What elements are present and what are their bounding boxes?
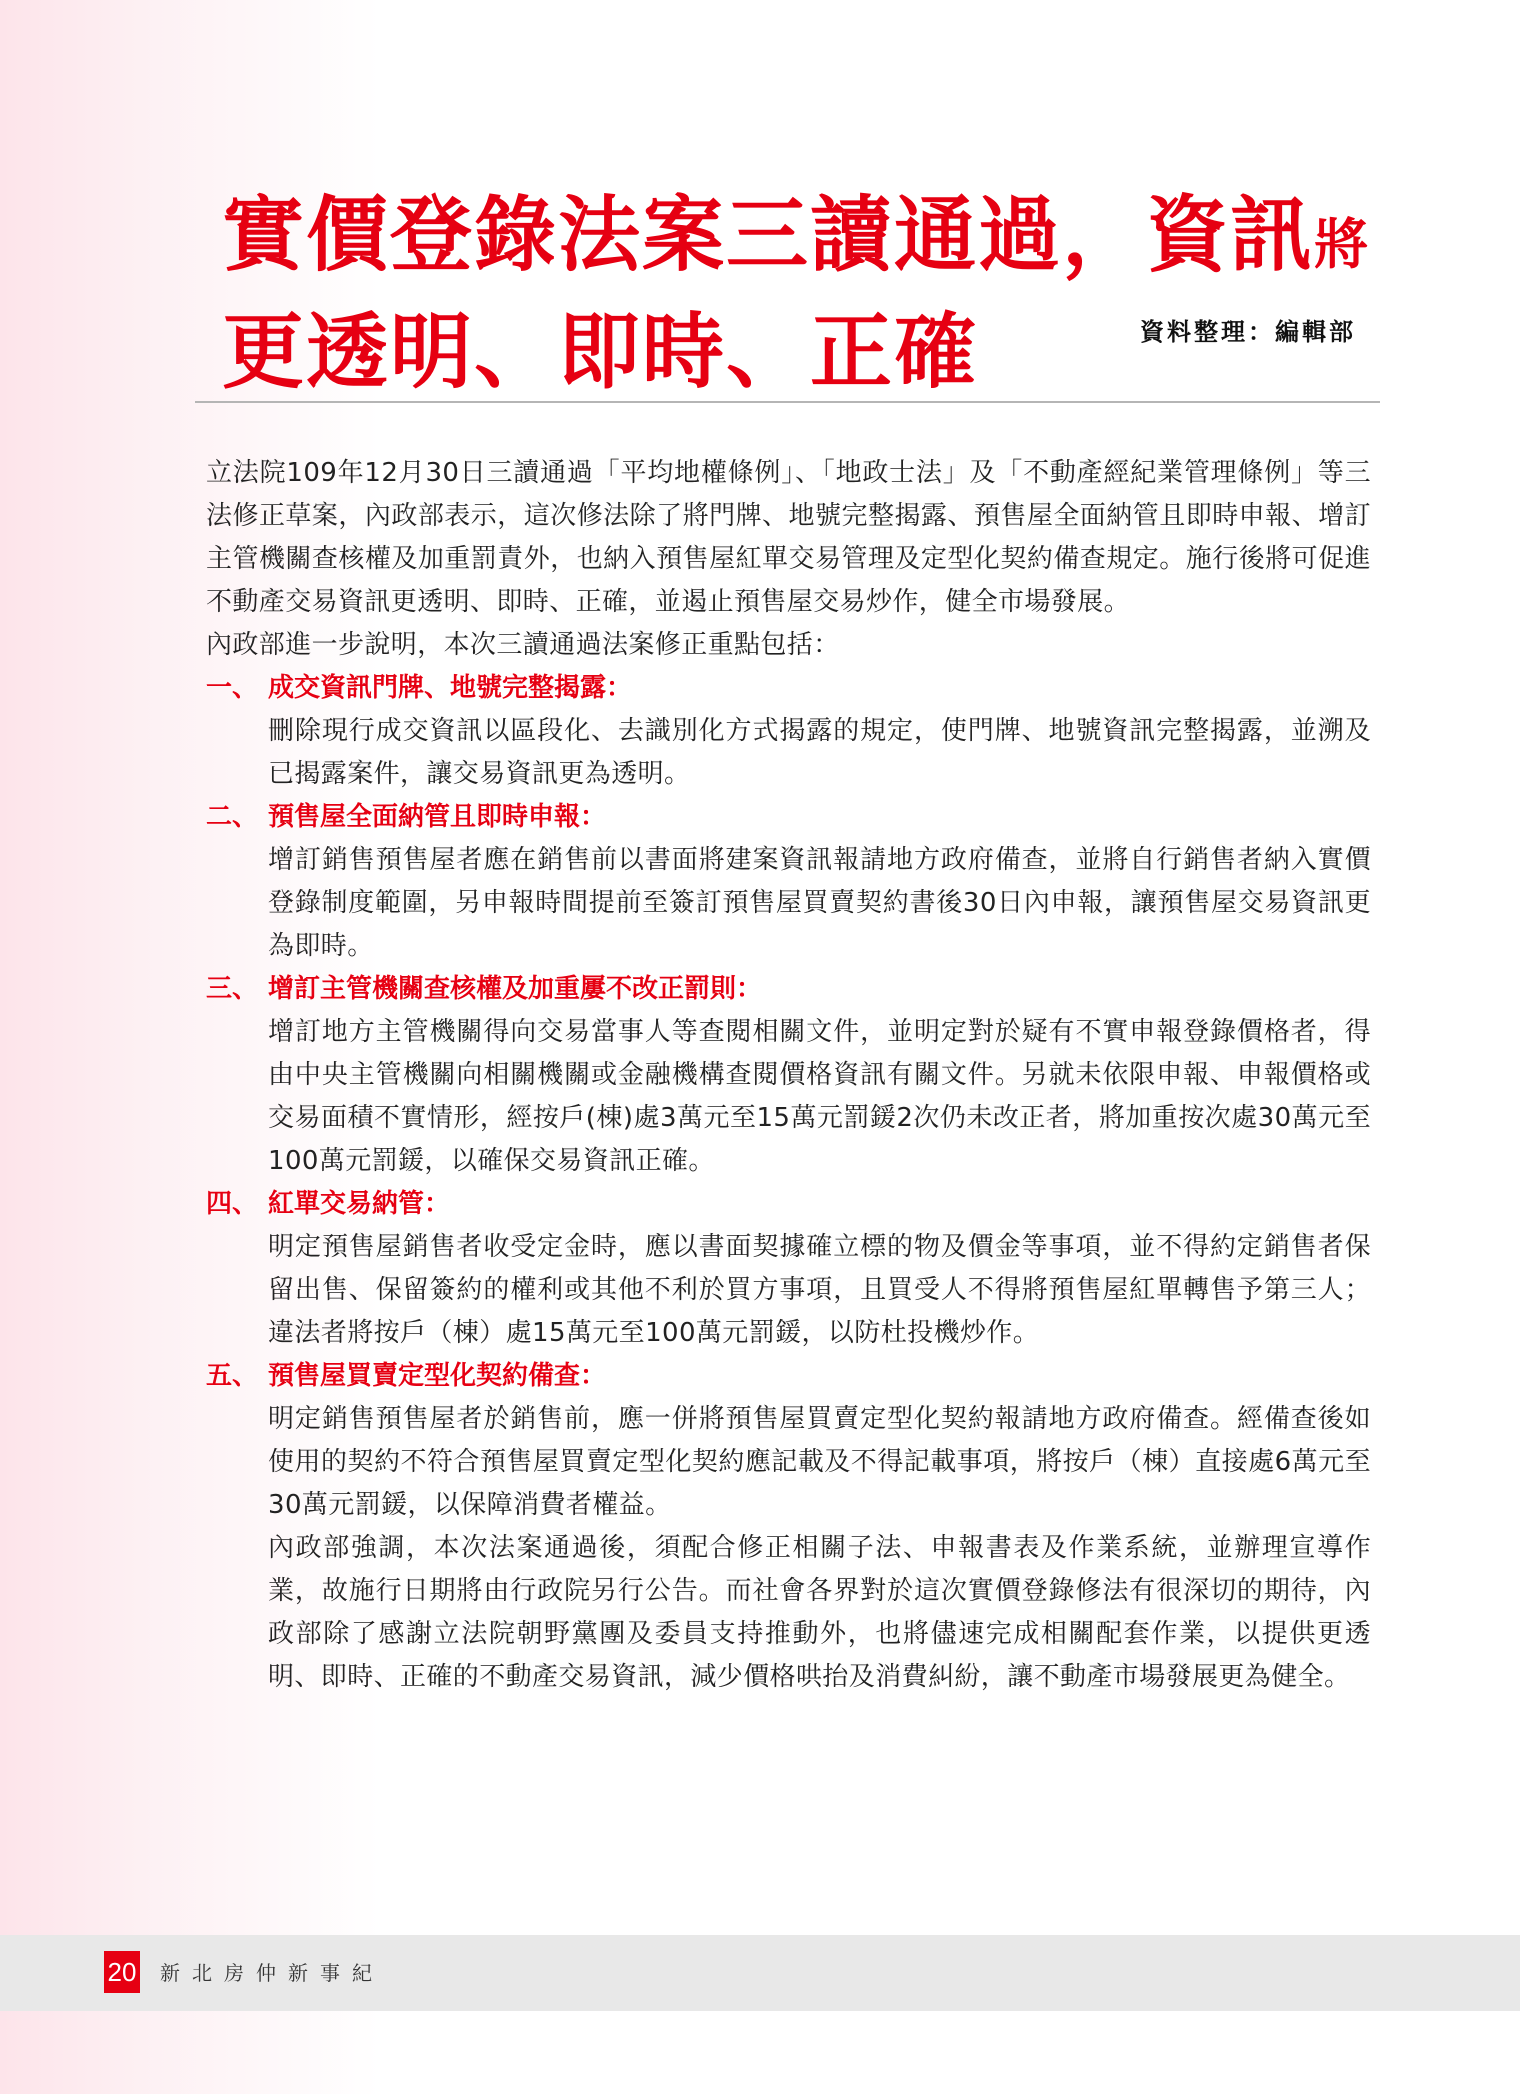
article-body	[206, 452, 1371, 1699]
section-number: 三、	[206, 974, 259, 1004]
section-heading-text: 預售屋買賣定型化契約備查：	[268, 1361, 607, 1391]
section-heading-1	[206, 667, 1371, 710]
section-number: 二、	[206, 802, 259, 832]
section-heading-2	[206, 796, 1371, 839]
title-line-1-small: 將	[1314, 213, 1369, 276]
title-line-2: 更透明、即時、正確	[222, 305, 979, 400]
title-divider	[195, 401, 1380, 403]
page-number: 20	[104, 1951, 140, 1993]
section-body-4: 明定預售屋銷售者收受定金時，應以書面契據確立標的物及價金等事項，並不得約定銷售者保留出售、保留簽約的權利或其他不利於買方事項，且買受人不得將預售屋紅單轉售予第三人；違法者將按戶（棟）處15萬元至100萬元罰鍰，以防杜投機炒作。	[268, 1232, 1371, 1348]
section-heading-4	[206, 1183, 1371, 1226]
section-heading-text: 紅單交易納管：	[268, 1189, 451, 1219]
section-number: 五、	[206, 1361, 259, 1391]
section-body-5: 明定銷售預售屋者於銷售前，應一併將預售屋買賣定型化契約報請地方政府備查。經備查後如使用的契約不符合預售屋買賣定型化契約應記載及不得記載事項，將按戶（棟）直接處6萬元至30萬元罰鍰，以保障消費者權益。	[268, 1404, 1371, 1520]
section-body-2: 增訂銷售預售屋者應在銷售前以書面將建案資訊報請地方政府備查，並將自行銷售者納入實價登錄制度範圍，另申報時間提前至簽訂預售屋買賣契約書後30日內申報，讓預售屋交易資訊更為即時。	[268, 845, 1371, 961]
title-line-1-main: 實價登錄法案三讀通過，資訊	[222, 188, 1315, 283]
section-body-1: 刪除現行成交資訊以區段化、去識別化方式揭露的規定，使門牌、地號資訊完整揭露，並溯及已揭露案件，讓交易資訊更為透明。	[268, 716, 1371, 789]
article-title	[222, 182, 1369, 407]
section-heading-text: 預售屋全面納管且即時申報：	[268, 802, 607, 832]
closing-paragraph: 內政部強調，本次法案通過後，須配合修正相關子法、申報書表及作業系統，並辦理宣導作業，故施行日期將由行政院另行公告。而社會各界對於這次實價登錄修法有很深切的期待，內政部除了感謝立法院朝野黨團及委員支持推動外，也將儘速完成相關配套作業，以提供更透明、即時、正確的不動產交易資訊，減少價格哄抬及消費糾紛，讓不動產市場發展更為健全。	[268, 1533, 1371, 1692]
magazine-name: 新北房仲新事紀	[160, 1961, 384, 1985]
section-number: 四、	[206, 1189, 259, 1219]
section-body-3: 增訂地方主管機關得向交易當事人等查閱相關文件，並明定對於疑有不實申報登錄價格者，得由中央主管機關向相關機關或金融機構查閱價格資訊有關文件。另就未依限申報、申報價格或交易面積不實情形，經按戶(棟)處3萬元至15萬元罰鍰2次仍未改正者，將加重按次處30萬元至100萬元罰鍰，以確保交易資訊正確。	[268, 1017, 1371, 1176]
byline: 資料整理：編輯部	[1140, 318, 1356, 346]
section-number: 一、	[206, 673, 259, 703]
section-heading-3	[206, 968, 1371, 1011]
section-heading-text: 增訂主管機關查核權及加重屢不改正罰則：	[268, 974, 763, 1004]
section-heading-5	[206, 1355, 1371, 1398]
page-footer	[0, 1935, 1520, 2011]
section-heading-text: 成交資訊門牌、地號完整揭露：	[268, 673, 633, 703]
lead-paragraph: 內政部進一步說明，本次三讀通過法案修正重點包括：	[206, 630, 840, 660]
title-line-1	[222, 182, 1369, 299]
intro-paragraph: 立法院109年12月30日三讀通過「平均地權條例」、「地政士法」及「不動產經紀業管理條例」等三法修正草案，內政部表示，這次修法除了將門牌、地號完整揭露、預售屋全面納管且即時申報、增訂主管機關查核權及加重罰責外，也納入預售屋紅單交易管理及定型化契約備查規定。施行後將可促進不動產交易資訊更透明、即時、正確，並遏止預售屋交易炒作，健全市場發展。	[206, 458, 1371, 617]
